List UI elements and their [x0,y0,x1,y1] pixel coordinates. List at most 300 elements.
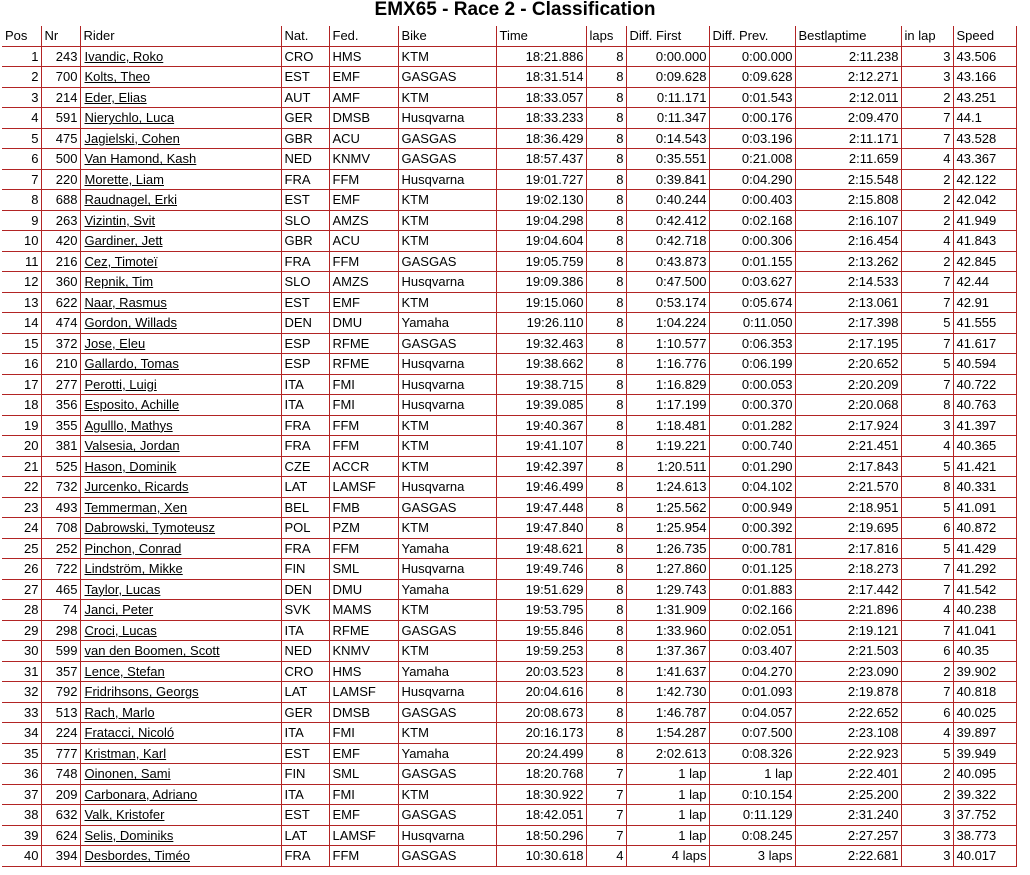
cell-nat: EST [281,743,329,764]
cell-nr: 700 [41,67,80,88]
cell-in-lap: 6 [901,641,953,662]
cell-nr: 632 [41,805,80,826]
cell-nr: 210 [41,354,80,375]
cell-nr: 360 [41,272,80,293]
cell-nr: 732 [41,477,80,498]
cell-pos: 26 [2,559,41,580]
cell-bike: GASGAS [398,333,496,354]
table-row [2,46,1016,67]
cell-time: 19:01.727 [496,169,586,190]
cell-nr: 220 [41,169,80,190]
cell-in-lap: 6 [901,518,953,539]
cell-nr: 624 [41,825,80,846]
rider-link[interactable]: Gordon, Willads [84,315,177,331]
cell-bike: GASGAS [398,620,496,641]
table-row [2,149,1016,170]
rider-link[interactable]: Eder, Elias [84,89,147,105]
cell-bike: Yamaha [398,313,496,334]
cell-bestlaptime: 2:19.878 [795,682,901,703]
cell-in-lap: 2 [901,190,953,211]
cell-speed: 40.238 [953,600,1016,621]
rider-link[interactable]: Kristman, Karl [84,745,167,761]
cell-diff-first: 0:14.543 [626,128,709,149]
cell-speed: 42.44 [953,272,1016,293]
cell-bestlaptime: 2:23.090 [795,661,901,682]
cell-speed: 40.365 [953,436,1016,457]
rider-link[interactable]: Temmerman, Xen [84,499,188,515]
cell-diff-prev: 0:00.392 [709,518,795,539]
cell-diff-prev: 0:10.154 [709,784,795,805]
cell-nat: DEN [281,313,329,334]
column-header-nr: Nr [41,26,80,46]
cell-rider [80,415,281,436]
cell-time: 19:39.085 [496,395,586,416]
cell-diff-prev: 0:01.290 [709,456,795,477]
cell-diff-first: 1 lap [626,805,709,826]
cell-speed: 42.91 [953,292,1016,313]
cell-nr: 214 [41,87,80,108]
cell-bestlaptime: 2:17.924 [795,415,901,436]
cell-rider [80,559,281,580]
cell-time: 20:16.173 [496,723,586,744]
cell-pos: 24 [2,518,41,539]
cell-speed: 40.017 [953,846,1016,867]
cell-bike: Husqvarna [398,272,496,293]
cell-time: 19:53.795 [496,600,586,621]
cell-time: 19:09.386 [496,272,586,293]
cell-diff-prev: 0:00.306 [709,231,795,252]
rider-link[interactable]: Cez, Timoteï [84,253,158,269]
cell-fed: DMU [329,313,398,334]
cell-bestlaptime: 2:23.108 [795,723,901,744]
cell-diff-prev: 0:04.270 [709,661,795,682]
table-row [2,108,1016,129]
cell-pos: 17 [2,374,41,395]
rider-link[interactable]: Fratacci, Nicoló [84,725,175,741]
cell-pos: 39 [2,825,41,846]
cell-nr: 599 [41,641,80,662]
cell-time: 19:59.253 [496,641,586,662]
cell-pos: 37 [2,784,41,805]
cell-diff-first: 2:02.613 [626,743,709,764]
cell-rider [80,251,281,272]
cell-time: 20:08.673 [496,702,586,723]
cell-laps: 8 [586,415,626,436]
rider-link[interactable]: Jagielski, Cohen [84,130,180,146]
table-body [2,46,1016,866]
cell-bike: Husqvarna [398,354,496,375]
rider-link[interactable]: Vizintin, Svit [84,212,156,228]
cell-laps: 4 [586,846,626,867]
cell-diff-prev: 0:01.125 [709,559,795,580]
cell-bestlaptime: 2:20.068 [795,395,901,416]
cell-nr: 474 [41,313,80,334]
rider-link[interactable]: Selis, Dominiks [84,827,174,843]
table-row [2,333,1016,354]
cell-diff-prev: 0:00.000 [709,46,795,67]
cell-rider [80,149,281,170]
cell-fed: LAMSF [329,477,398,498]
cell-nat: FRA [281,538,329,559]
cell-speed: 39.897 [953,723,1016,744]
cell-bike: KTM [398,210,496,231]
cell-diff-prev: 0:06.199 [709,354,795,375]
cell-nat: AUT [281,87,329,108]
rider-link[interactable]: Hason, Dominik [84,458,177,474]
cell-bike: KTM [398,87,496,108]
rider-link[interactable]: Janci, Peter [84,602,154,618]
classification-table [2,26,1017,867]
cell-in-lap: 7 [901,620,953,641]
cell-rider [80,600,281,621]
cell-speed: 40.763 [953,395,1016,416]
cell-nat: EST [281,292,329,313]
cell-rider [80,67,281,88]
cell-fed: KNMV [329,641,398,662]
cell-diff-prev: 0:01.883 [709,579,795,600]
table-row [2,846,1016,867]
cell-rider [80,87,281,108]
table-row [2,743,1016,764]
cell-in-lap: 5 [901,313,953,334]
cell-speed: 41.555 [953,313,1016,334]
cell-bike: Husqvarna [398,169,496,190]
cell-nat: GBR [281,128,329,149]
rider-link[interactable]: Repnik, Tim [84,274,154,290]
cell-bestlaptime: 2:18.951 [795,497,901,518]
cell-diff-prev: 0:11.129 [709,805,795,826]
cell-pos: 31 [2,661,41,682]
cell-diff-first: 1:19.221 [626,436,709,457]
cell-diff-first: 1:41.637 [626,661,709,682]
cell-pos: 7 [2,169,41,190]
cell-bestlaptime: 2:21.451 [795,436,901,457]
rider-link[interactable]: Kolts, Theo [84,69,151,85]
cell-nr: 708 [41,518,80,539]
cell-in-lap: 8 [901,395,953,416]
cell-rider [80,374,281,395]
cell-diff-prev: 0:02.166 [709,600,795,621]
cell-nr: 372 [41,333,80,354]
table-row [2,600,1016,621]
cell-in-lap: 4 [901,149,953,170]
table-row [2,661,1016,682]
rider-link[interactable]: Pinchon, Conrad [84,540,182,556]
cell-diff-first: 1:20.511 [626,456,709,477]
cell-nat: BEL [281,497,329,518]
rider-link[interactable]: Valsesia, Jordan [84,438,180,454]
table-row [2,87,1016,108]
rider-link[interactable]: Jurcenko, Ricards [84,479,189,495]
table-row [2,374,1016,395]
cell-bike: KTM [398,231,496,252]
column-header-fed: Fed. [329,26,398,46]
cell-rider [80,764,281,785]
rider-link[interactable]: Oinonen, Sami [84,766,171,782]
cell-in-lap: 7 [901,559,953,580]
rider-link[interactable]: Raudnagel, Erki [84,192,177,208]
cell-time: 19:49.746 [496,559,586,580]
cell-diff-prev: 1 lap [709,764,795,785]
cell-in-lap: 7 [901,682,953,703]
cell-bike: KTM [398,46,496,67]
rider-link[interactable]: Fridrihsons, Georgs [84,684,199,700]
cell-nr: 355 [41,415,80,436]
cell-fed: LAMSF [329,682,398,703]
cell-fed: AMF [329,87,398,108]
cell-in-lap: 2 [901,251,953,272]
table-row [2,518,1016,539]
cell-nr: 263 [41,210,80,231]
cell-diff-prev: 0:02.168 [709,210,795,231]
cell-diff-prev: 0:09.628 [709,67,795,88]
cell-fed: EMF [329,292,398,313]
cell-fed: FMI [329,374,398,395]
column-header-speed: Speed [953,26,1016,46]
rider-link[interactable]: van den Boomen, Scott [84,643,220,659]
cell-fed: EMF [329,67,398,88]
cell-rider [80,477,281,498]
cell-speed: 39.949 [953,743,1016,764]
cell-bestlaptime: 2:11.171 [795,128,901,149]
cell-speed: 43.506 [953,46,1016,67]
cell-bestlaptime: 2:22.401 [795,764,901,785]
rider-link[interactable]: Croci, Lucas [84,622,157,638]
cell-bike: KTM [398,518,496,539]
cell-fed: RFME [329,333,398,354]
cell-in-lap: 2 [901,210,953,231]
column-header-bike: Bike [398,26,496,46]
rider-link[interactable]: Dabrowski, Tymoteusz [84,520,216,536]
cell-bike: GASGAS [398,149,496,170]
cell-in-lap: 3 [901,415,953,436]
cell-speed: 41.617 [953,333,1016,354]
cell-diff-first: 1:54.287 [626,723,709,744]
cell-fed: FMB [329,497,398,518]
cell-pos: 36 [2,764,41,785]
rider-link[interactable]: Lindström, Mikke [84,561,183,577]
cell-nat: ITA [281,723,329,744]
cell-laps: 8 [586,661,626,682]
cell-diff-first: 0:47.500 [626,272,709,293]
cell-bestlaptime: 2:20.652 [795,354,901,375]
cell-bike: GASGAS [398,67,496,88]
cell-bestlaptime: 2:18.273 [795,559,901,580]
cell-bike: Yamaha [398,743,496,764]
cell-diff-first: 1:33.960 [626,620,709,641]
table-row [2,436,1016,457]
rider-link[interactable]: Agulllo, Mathys [84,417,173,433]
cell-bestlaptime: 2:15.808 [795,190,901,211]
cell-bike: Husqvarna [398,477,496,498]
cell-laps: 8 [586,149,626,170]
cell-speed: 41.041 [953,620,1016,641]
cell-diff-prev: 3 laps [709,846,795,867]
rider-link[interactable]: Taylor, Lucas [84,581,161,597]
cell-fed: SML [329,764,398,785]
cell-in-lap: 5 [901,497,953,518]
cell-laps: 8 [586,395,626,416]
cell-fed: EMF [329,805,398,826]
cell-diff-prev: 0:07.500 [709,723,795,744]
table-row [2,190,1016,211]
cell-time: 19:55.846 [496,620,586,641]
cell-laps: 8 [586,231,626,252]
cell-nat: SLO [281,210,329,231]
cell-diff-prev: 0:06.353 [709,333,795,354]
cell-laps: 8 [586,272,626,293]
cell-diff-first: 0:42.718 [626,231,709,252]
cell-rider [80,682,281,703]
cell-laps: 8 [586,169,626,190]
rider-link[interactable]: Jose, Eleu [84,335,146,351]
cell-bike: KTM [398,415,496,436]
cell-rider [80,108,281,129]
cell-speed: 42.122 [953,169,1016,190]
cell-nr: 357 [41,661,80,682]
cell-fed: DMU [329,579,398,600]
cell-rider [80,292,281,313]
rider-link[interactable]: Morette, Liam [84,171,164,187]
cell-rider [80,743,281,764]
cell-nat: FRA [281,846,329,867]
cell-laps: 8 [586,538,626,559]
rider-link[interactable]: Valk, Kristofer [84,807,165,823]
cell-bestlaptime: 2:22.652 [795,702,901,723]
cell-diff-prev: 0:11.050 [709,313,795,334]
rider-link[interactable]: Nierychlo, Luca [84,110,175,126]
cell-speed: 42.845 [953,251,1016,272]
table-row [2,292,1016,313]
rider-link[interactable]: Gardiner, Jett [84,233,163,249]
rider-link[interactable]: Perotti, Luigi [84,376,157,392]
cell-nr: 591 [41,108,80,129]
rider-link[interactable]: Esposito, Achille [84,397,180,413]
cell-bike: GASGAS [398,805,496,826]
cell-nr: 622 [41,292,80,313]
column-header-laps: laps [586,26,626,46]
cell-bestlaptime: 2:16.454 [795,231,901,252]
table-row [2,682,1016,703]
cell-in-lap: 7 [901,292,953,313]
cell-nr: 493 [41,497,80,518]
cell-time: 18:20.768 [496,764,586,785]
cell-bike: KTM [398,456,496,477]
table-row [2,395,1016,416]
rider-link[interactable]: Van Hamond, Kash [84,151,197,167]
cell-nat: EST [281,67,329,88]
cell-bestlaptime: 2:25.200 [795,784,901,805]
cell-bestlaptime: 2:12.011 [795,87,901,108]
cell-laps: 7 [586,764,626,785]
rider-link[interactable]: Ivandic, Roko [84,48,164,64]
rider-link[interactable]: Carbonara, Adriano [84,786,198,802]
cell-bestlaptime: 2:27.257 [795,825,901,846]
header-row [2,26,1016,46]
cell-laps: 8 [586,456,626,477]
cell-pos: 15 [2,333,41,354]
cell-diff-prev: 0:03.627 [709,272,795,293]
cell-nat: GER [281,702,329,723]
cell-speed: 40.594 [953,354,1016,375]
rider-link[interactable]: Rach, Marlo [84,704,155,720]
cell-speed: 44.1 [953,108,1016,129]
cell-bike: Husqvarna [398,825,496,846]
cell-fed: RFME [329,354,398,375]
cell-diff-first: 1:29.743 [626,579,709,600]
cell-in-lap: 2 [901,87,953,108]
cell-fed: FFM [329,169,398,190]
table-row [2,128,1016,149]
cell-rider [80,825,281,846]
cell-bike: KTM [398,641,496,662]
cell-pos: 4 [2,108,41,129]
cell-laps: 8 [586,497,626,518]
cell-time: 19:51.629 [496,579,586,600]
rider-link[interactable]: Gallardo, Tomas [84,356,179,372]
cell-fed: RFME [329,620,398,641]
column-header-in-lap: in lap [901,26,953,46]
cell-time: 20:03.523 [496,661,586,682]
cell-diff-first: 1:10.577 [626,333,709,354]
cell-bike: Husqvarna [398,374,496,395]
cell-in-lap: 5 [901,354,953,375]
cell-fed: SML [329,559,398,580]
cell-time: 19:02.130 [496,190,586,211]
cell-diff-first: 1:04.224 [626,313,709,334]
cell-time: 19:04.604 [496,231,586,252]
table-row [2,784,1016,805]
cell-diff-prev: 0:03.407 [709,641,795,662]
cell-pos: 18 [2,395,41,416]
table-row [2,805,1016,826]
cell-diff-first: 0:42.412 [626,210,709,231]
cell-speed: 43.166 [953,67,1016,88]
cell-in-lap: 2 [901,784,953,805]
cell-rider [80,456,281,477]
cell-rider [80,395,281,416]
cell-bike: KTM [398,600,496,621]
cell-fed: FFM [329,251,398,272]
cell-laps: 7 [586,805,626,826]
table-row [2,251,1016,272]
rider-link[interactable]: Desbordes, Timéo [84,848,190,864]
rider-link[interactable]: Naar, Rasmus [84,294,167,310]
cell-nat: LAT [281,682,329,703]
cell-pos: 16 [2,354,41,375]
cell-diff-first: 0:43.873 [626,251,709,272]
cell-nat: FRA [281,251,329,272]
cell-time: 18:42.051 [496,805,586,826]
cell-bike: GASGAS [398,846,496,867]
cell-rider [80,436,281,457]
cell-diff-first: 0:53.174 [626,292,709,313]
cell-diff-prev: 0:00.740 [709,436,795,457]
cell-fed: FFM [329,538,398,559]
cell-bike: KTM [398,723,496,744]
cell-in-lap: 4 [901,231,953,252]
cell-in-lap: 3 [901,846,953,867]
cell-bestlaptime: 2:11.238 [795,46,901,67]
cell-pos: 30 [2,641,41,662]
cell-fed: FFM [329,415,398,436]
cell-nr: 792 [41,682,80,703]
cell-nat: FRA [281,436,329,457]
cell-nr: 748 [41,764,80,785]
table-row [2,620,1016,641]
rider-link[interactable]: Lence, Stefan [84,663,165,679]
cell-fed: HMS [329,661,398,682]
